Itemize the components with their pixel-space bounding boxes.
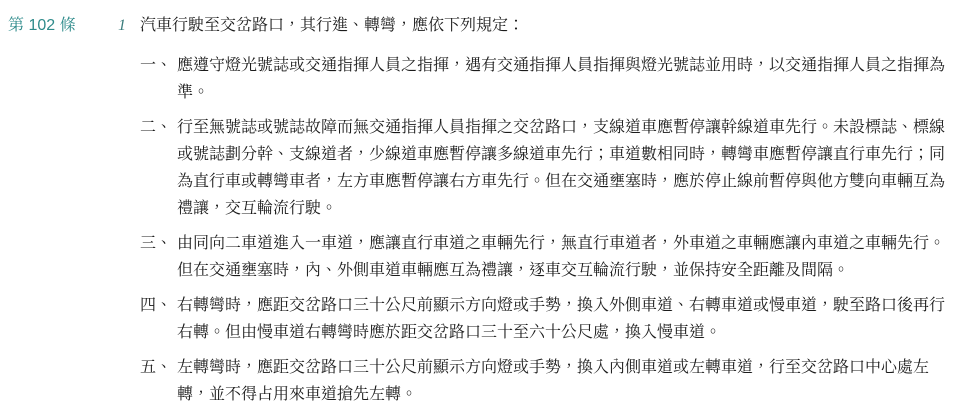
article-content <box>140 12 946 405</box>
list-item <box>140 52 946 106</box>
paragraph-number: 1 <box>118 17 126 34</box>
item-text: 應遵守燈光號誌或交通指揮人員之指揮，遇有交通指揮人員指揮與燈光號誌並用時，以交通指揮人員之指揮為準。 <box>177 57 946 101</box>
item-text: 左轉彎時，應距交岔路口三十公尺前顯示方向燈或手勢，換入內側車道或左轉車道，行至交岔路口中心處左轉，並不得占用來車道搶先左轉。 <box>177 359 930 403</box>
item-marker: 四、 <box>140 297 173 314</box>
list-item <box>140 292 946 346</box>
list-item <box>140 230 946 284</box>
article-row <box>8 12 946 405</box>
article-number-link[interactable]: 第 102 條 <box>8 17 76 34</box>
item-text: 行至無號誌或號誌故障而無交通指揮人員指揮之交岔路口，支線道車應暫停讓幹線道車先行。未設標誌、標線或號誌劃分幹、支線道者，少線道車應暫停讓多線道車先行；車道數相同時，轉彎車應暫停讓直行車先行；同為直行車或轉彎車者，左方車應暫停讓右方車先行。但在交通壅塞時，應於停止線前暫停與他方雙向車輛互為禮讓，交互輪流行駛。 <box>177 119 946 217</box>
item-marker: 五、 <box>140 359 173 376</box>
item-text: 右轉彎時，應距交岔路口三十公尺前顯示方向燈或手勢，換入外側車道、右轉車道或慢車道，駛至路口後再行右轉。但由慢車道右轉彎時應於距交岔路口三十至六十公尺處，換入慢車道。 <box>177 297 946 341</box>
list-item <box>140 114 946 222</box>
item-marker: 二、 <box>140 119 173 136</box>
item-marker: 三、 <box>140 235 173 252</box>
article-intro-text: 汽車行駛至交岔路口，其行進、轉彎，應依下列規定： <box>140 17 525 34</box>
list-item <box>140 354 946 405</box>
item-text: 由同向二車道進入一車道，應讓直行車道之車輛先行，無直行車道者，外車道之車輛應讓內車道之車輛先行。但在交通壅塞時，內、外側車道車輛應互為禮讓，逐車交互輪流行駛，並保持安全距離及間隔。 <box>177 235 946 279</box>
item-marker: 一、 <box>140 57 173 74</box>
